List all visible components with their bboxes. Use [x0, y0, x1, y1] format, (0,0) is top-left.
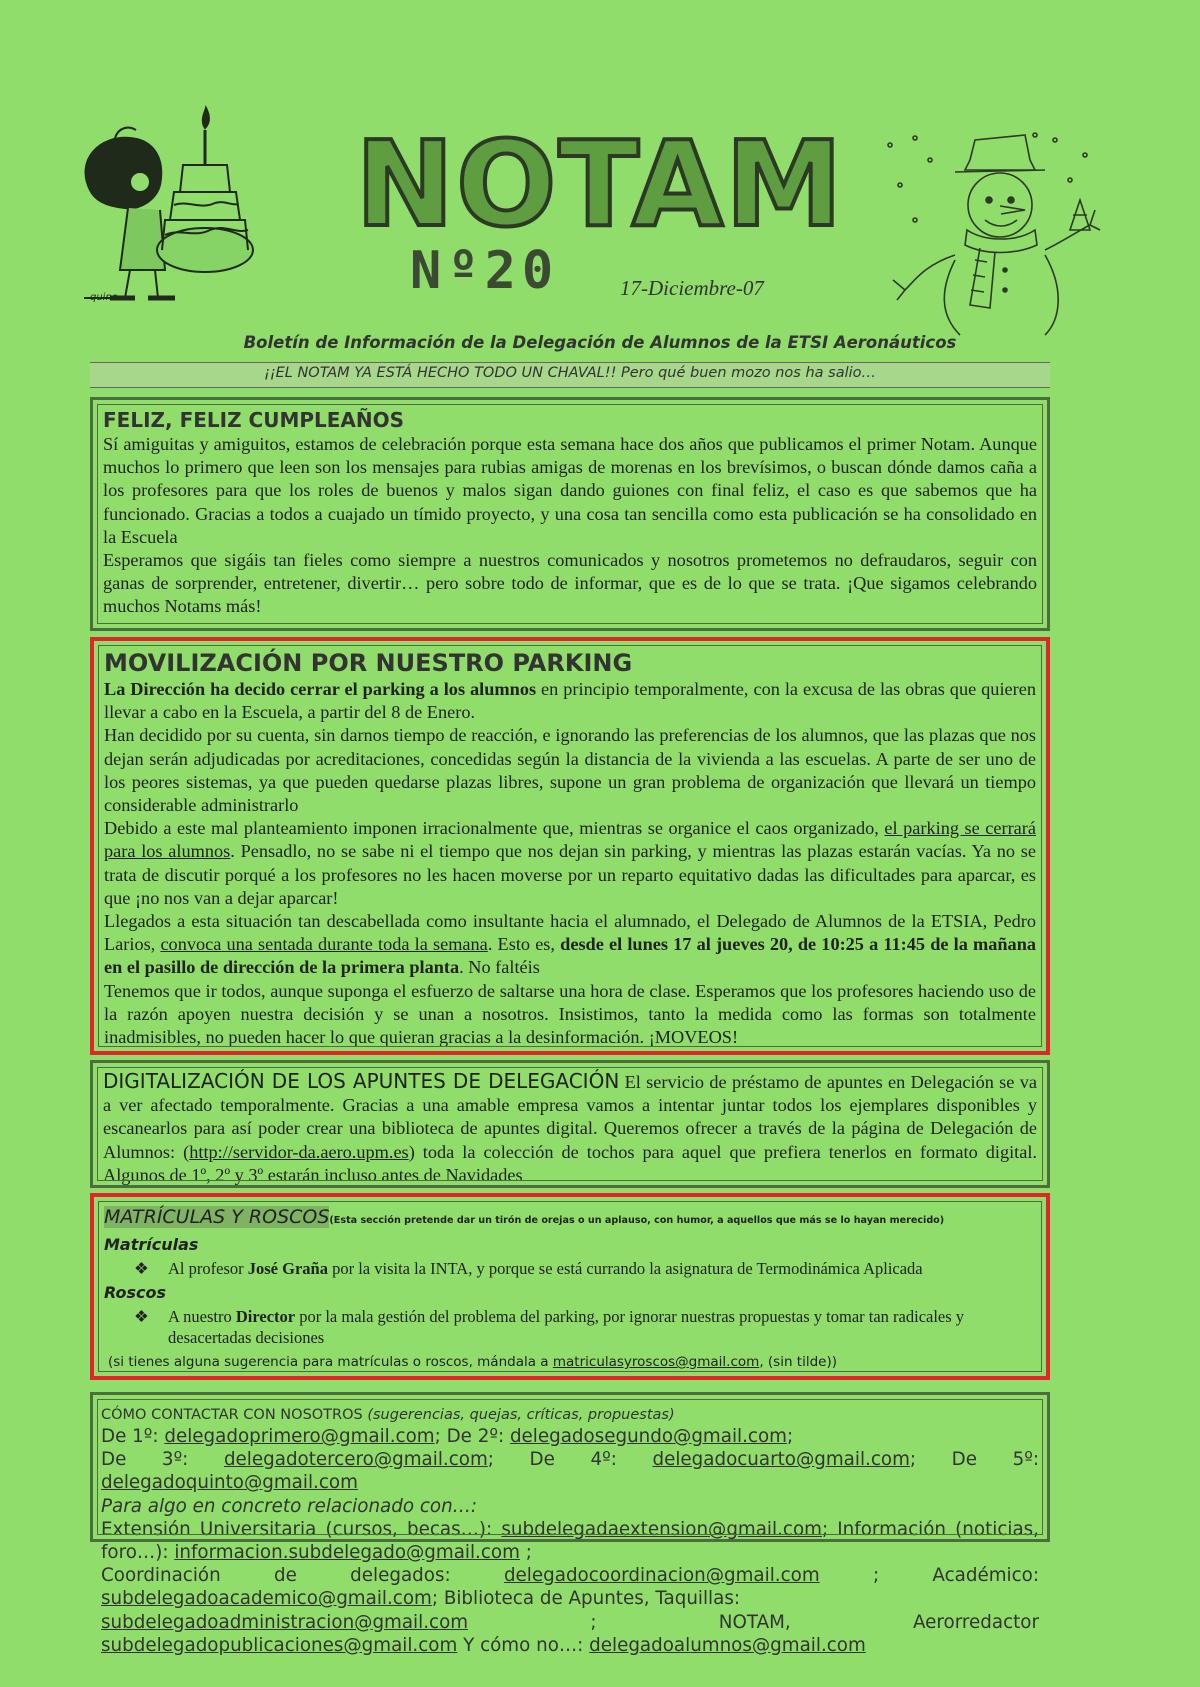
bullet-icon: ❖	[134, 1259, 149, 1278]
snowman-illustration	[885, 130, 1105, 340]
contact-title-line	[101, 1405, 1039, 1425]
suggestion-line	[108, 1354, 1036, 1370]
email-second-year-link[interactable]: delegadosegundo@gmail.com	[509, 1426, 787, 1447]
email-coordination-link[interactable]: delegadocoordinacion@gmail.com	[503, 1565, 820, 1587]
label-information: ; Información (noticias, foro…):	[101, 1518, 1039, 1564]
birthday-paragraph-1: Sí amiguitas y amiguitos, estamos de celebración porque esta semana hace dos años que publicamos el primer Notam. Aunque muchos lo primero que leen son los mensajes para rubias amigas de morenas en los brevísimos, o buscan dónde damos caña a los profesores para que los roles de buenos y malos sigan dando guiones con final feliz, el caso es que sabemos que ha funcionado. Gracias a todos a cuajado un tímido proyecto, y una cosa tan sencilla como esta publicación se ha consolidado en la Escuela	[103, 434, 1037, 547]
label-extension: Extensión Universitaria (cursos, becas…):	[101, 1518, 502, 1540]
suggestion-text: (si tienes alguna sugerencia para matrículas o roscos, mándala a	[108, 1354, 553, 1370]
separator: ;	[786, 1426, 794, 1447]
contact-line-4	[101, 1518, 1039, 1564]
parking-p3-text: Debido a este mal planteamiento imponen irracionalmente que, mientras se organice el caos organizado,	[104, 818, 885, 839]
parking-p1-text: en principio temporalmente, con la excusa de las obras que quieren llevar a cabo en la Escuela, a partir del 8 de Enero.	[104, 679, 1036, 723]
parking-paragraph-4	[104, 910, 1036, 980]
matricula-text	[168, 1258, 923, 1279]
parking-title: MOVILIZACIÓN POR NUESTRO PARKING	[104, 649, 633, 677]
parking-p1-bold: La Dirección ha decido cerrar el parking a los alumnos	[104, 679, 537, 699]
svg-text:quino: quino	[90, 292, 118, 303]
parking-paragraph-5: Tenemos que ir todos, aunque suponga el esfuerzo de saltarse una hora de clase. Esperamos que los profesores haciendo uso de la razón apoyen nuestra decisión y se unan a nosotros. Insistimos, tanto la medida como las formas son totalmente inadmisibles, no pueden hacer lo que quieran gracias a la desinformación. ¡MOVEOS!	[104, 980, 1036, 1048]
label-first-year: De 1º:	[101, 1426, 165, 1447]
contact-line-2	[101, 1448, 1039, 1494]
headline-banner	[90, 362, 1050, 388]
birthday-section	[90, 397, 1050, 631]
digitalization-text-end: ) toda la colección de tochos para aquel que prefiera tenerlos en formato digital. Algunos de 1º, 2º y 3º estarán incluso antes de Navidades	[103, 1141, 1038, 1185]
contact-line-6	[101, 1611, 1039, 1657]
label-coordination: Coordinación de delegados:	[101, 1565, 504, 1587]
separator: ;	[519, 1542, 532, 1564]
email-information-link[interactable]: informacion.subdelegado@gmail.com	[174, 1542, 520, 1564]
rosco-text-rest: por la mala gestión del problema del parking, por ignorar nuestras propuestas y tomar tan radicales y desacertadas decisiones	[168, 1307, 965, 1347]
parking-paragraph-1	[104, 678, 1036, 724]
label-notam: ; NOTAM, Aerorredactor	[468, 1611, 1039, 1633]
email-publications-link[interactable]: subdelegadopublicaciones@gmail.com	[101, 1634, 458, 1656]
email-fourth-year-link[interactable]: delegadocuarto@gmail.com	[652, 1449, 910, 1471]
birthday-paragraph-2: Esperamos que sigáis tan fieles como siempre a nuestros comunicados y nosotros prometemos no defraudaros, seguir con ganas de sorprender, entretener, divertir… pero sobre todo de informar, que es de lo que se trata. ¡Que sigamos celebrando muchos Notams más!	[103, 550, 1037, 617]
newsletter-subtitle: Boletín de Información de la Delegación de Alumnos de la ETSI Aeronáuticos	[243, 333, 957, 352]
newsletter-title: NOTAM	[355, 115, 845, 253]
email-fifth-year-link[interactable]: delegadoquinto@gmail.com	[101, 1472, 358, 1494]
issue-date: 17-Diciembre-07	[620, 276, 764, 300]
parking-section	[90, 637, 1050, 1055]
matricula-name: José Graña	[247, 1259, 328, 1278]
matriculas-roscos-section	[90, 1193, 1050, 1380]
parking-paragraph-2: Han decidido por su cuenta, sin darnos tiempo de reacción, e ignorando las preferencias de los alumnos, que las plazas que nos dejan serán adjudicadas por acreditaciones, concedidas según la distancia de la vivienda a las escuelas. A parte de ser uno de los peores sistemas, ya que pueden quedarse plazas libres, supone un gran problema de organización que llevará un tiempo considerable administrarlo	[104, 725, 1036, 816]
digitalization-section	[90, 1060, 1050, 1188]
matricula-item	[134, 1258, 1036, 1279]
matriculas-note: (Esta sección pretende dar un tirón de orejas o un aplauso, con humor, a aquellos que más se lo hayan merecido)	[329, 1215, 945, 1226]
parking-p4-underline: convoca una sentada durante toda la semana	[160, 934, 488, 955]
label-fourth-year: ; De 4º:	[487, 1449, 653, 1471]
contact-line-3: Para algo en concreto relacionado con…:	[101, 1495, 478, 1517]
rosco-item	[134, 1306, 1036, 1348]
email-extension-link[interactable]: subdelegadaextension@gmail.com	[501, 1518, 822, 1540]
parking-p4-text: Llegados a esta situación tan descabellada como insultante hacia el alumnado, el Delegado de Alumnos de la ETSIA, Pedro Larios,	[104, 911, 1036, 955]
matricula-text-rest: por la visita la INTA, y porque se está currando la asignatura de Termodinámica Aplicada	[327, 1259, 923, 1278]
parking-p3-underline: el parking se cerrará para los alumnos	[104, 818, 1037, 862]
matriculas-header	[104, 1205, 1036, 1233]
contact-line-5	[101, 1564, 1039, 1610]
rosco-text	[168, 1306, 1036, 1348]
parking-p4-mid: . Esto es,	[487, 934, 561, 955]
masthead	[0, 0, 1200, 360]
rosco-text-start: A nuestro	[168, 1307, 236, 1326]
digitalization-title: DIGITALIZACIÓN DE LOS APUNTES DE DELEGACIÓN	[103, 1069, 620, 1093]
email-administration-link[interactable]: subdelegadoadministracion@gmail.com	[101, 1611, 469, 1633]
roscos-label: Roscos	[104, 1283, 167, 1302]
email-third-year-link[interactable]: delegadotercero@gmail.com	[223, 1449, 488, 1471]
suggestion-email-link[interactable]: matriculasyroscos@gmail.com	[552, 1354, 760, 1370]
email-first-year-link[interactable]: delegadoprimero@gmail.com	[164, 1426, 435, 1447]
suggestion-text-end: , (sin tilde))	[759, 1354, 837, 1370]
bullet-icon: ❖	[134, 1307, 149, 1326]
issue-number: Nº20	[410, 241, 560, 301]
label-third-year: De 3º:	[101, 1449, 224, 1471]
delegation-website-link[interactable]: http://servidor-da.aero.upm.es	[189, 1141, 409, 1162]
email-delegate-link[interactable]: delegadoalumnos@gmail.com	[589, 1634, 866, 1656]
contact-section	[90, 1392, 1050, 1656]
label-library: ; Biblioteca de Apuntes, Taquillas:	[431, 1588, 741, 1610]
birthday-title: FELIZ, FELIZ CUMPLEAÑOS	[103, 408, 405, 432]
rosco-name: Director	[235, 1307, 296, 1326]
parking-paragraph-3	[104, 817, 1036, 910]
parking-p4-end: . No faltéis	[459, 957, 540, 978]
label-second-year: ; De 2º:	[434, 1426, 510, 1447]
parking-p3-rest: . Pensadlo, no se sabe ni el tiempo que nos dejan sin parking, y mientras las plazas estarán vacías. Ya no se trata de discutir porqué a los profesores no les hacen moverse por un reparto equitativo dadas las dificultades para aparcar, es que ¡no nos van a dejar aparcar!	[104, 841, 1036, 908]
digitalization-paragraph	[103, 1070, 1037, 1187]
matricula-text-start: Al profesor	[168, 1259, 248, 1278]
label-delegate: Y cómo no…:	[457, 1634, 590, 1656]
digitalization-text: El servicio de préstamo de apuntes en Delegación se va a ver afectado temporalmente. Gracias a una amable empresa vamos a intentar juntar todos los ejemplares disponibles y escanearlos para así poder crear una biblioteca de apuntes digital. Queremos ofrecer a través de la página de Delegación de Alumnos: (	[103, 1072, 1037, 1162]
banner-text: ¡¡EL NOTAM YA ESTÁ HECHO TODO UN CHAVAL!! Pero qué buen mozo nos ha salio…	[263, 365, 877, 381]
contact-subtitle: (sugerencias, quejas, críticas, propuestas)	[362, 1407, 675, 1423]
email-academic-link[interactable]: subdelegadoacademico@gmail.com	[101, 1588, 432, 1610]
label-academic: ; Académico:	[819, 1565, 1039, 1587]
contact-line-1	[101, 1425, 1039, 1448]
contact-title: CÓMO CONTACTAR CON NOSOTROS	[101, 1407, 363, 1423]
matriculas-title: MATRÍCULAS Y ROSCOS	[104, 1206, 330, 1228]
label-fifth-year: ; De 5º:	[909, 1449, 1039, 1471]
parking-p4-bold: desde el lunes 17 al jueves 20, de 10:25 a 11:45 de la mañana en el pasillo de dirección de la primera planta	[104, 934, 1037, 978]
matriculas-label: Matrículas	[104, 1235, 199, 1254]
